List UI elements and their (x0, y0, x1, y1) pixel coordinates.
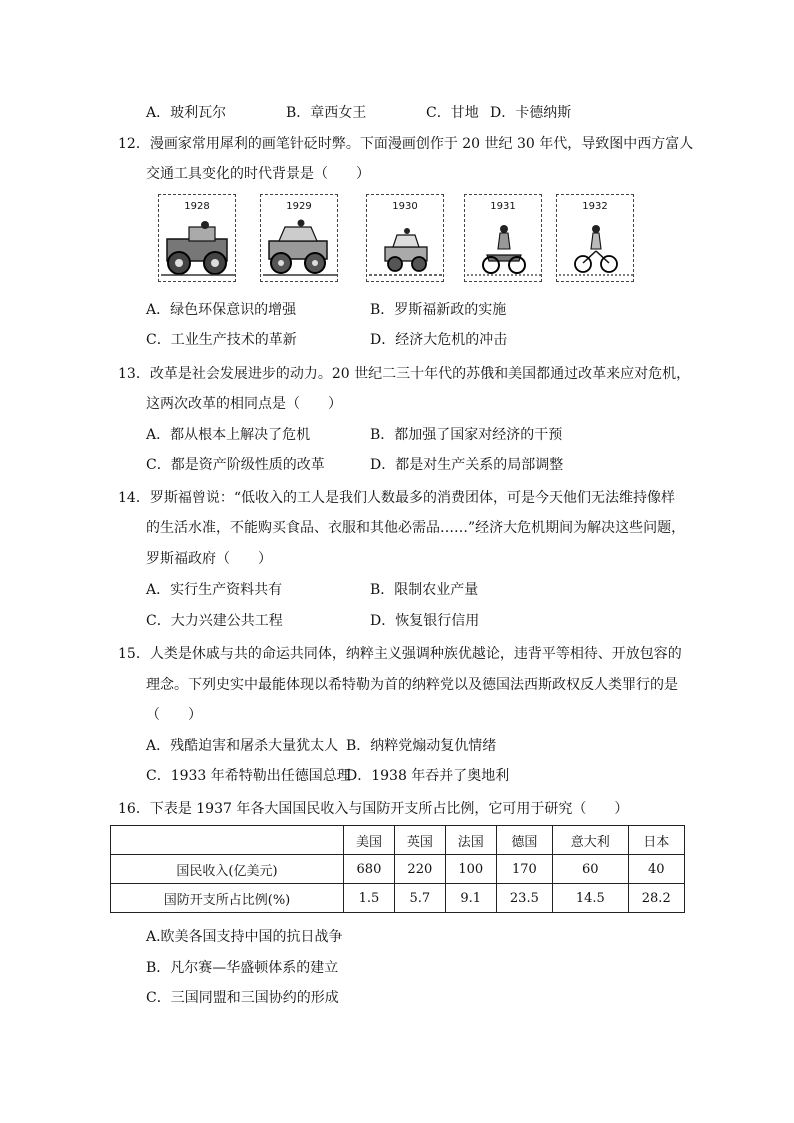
q16-option-a: A.欧美各国支持中国的抗日战争 (146, 929, 343, 945)
q14-stem-line2: 的生活水准，不能购买食品、衣服和其他必需品……”经济大危机期间为解决这些问题， (146, 520, 686, 536)
table-cell: 40 (628, 855, 685, 884)
luxury-car-icon (159, 217, 237, 281)
table-cell: 14.5 (553, 884, 628, 913)
table-header-cell: 意大利 (553, 826, 628, 855)
q11-option-b: B．章西女王 (286, 105, 367, 121)
table-header-cell: 德国 (496, 826, 552, 855)
table-cell: 100 (445, 855, 496, 884)
table-cell: 680 (344, 855, 395, 884)
q15-stem-line2: 理念。下列史实中最能体现以希特勒为首的纳粹党以及德国法西斯政权反人类罪行的是 (146, 677, 678, 693)
q15-option-d: D．1938 年吞并了奥地利 (346, 768, 510, 784)
table-header-cell: 法国 (445, 826, 496, 855)
cartoon-year: 1932 (582, 201, 608, 212)
table-cell: 220 (394, 855, 445, 884)
q12-stem-line1: 12．漫画家常用犀利的画笔针砭时弊。下面漫画创作于 20 世纪 30 年代，导致图中西方富人 (118, 136, 694, 152)
q16-data-table (110, 825, 685, 913)
table-cell: 5.7 (394, 884, 445, 913)
q16-option-b: B．凡尔赛—华盛顿体系的建立 (146, 960, 339, 976)
q12-option-b: B．罗斯福新政的实施 (370, 302, 507, 318)
q16-stem-line1: 16．下表是 1937 年各大国国民收入与国防开支所占比例，它可用于研究（ ） (118, 801, 629, 817)
table-header-cell: 英国 (394, 826, 445, 855)
cartoon-panel-1930 (366, 194, 444, 282)
table-cell: 9.1 (445, 884, 496, 913)
car-icon (261, 217, 339, 281)
q12-stem-line2: 交通工具变化的时代背景是（ ） (146, 166, 370, 182)
q13-option-a: A．都从根本上解决了危机 (146, 427, 311, 443)
bicycle-icon (557, 217, 635, 281)
table-row (111, 884, 685, 913)
table-cell: 170 (496, 855, 552, 884)
table-cell: 28.2 (628, 884, 685, 913)
table-header-row (111, 826, 685, 855)
table-cell: 1.5 (344, 884, 395, 913)
q14-stem-line1: 14．罗斯福曾说：“低收入的工人是我们人数最多的消费团体，可是今天他们无法维持像样 (118, 490, 675, 506)
cartoon-year: 1929 (286, 201, 312, 212)
q13-option-d: D．都是对生产关系的局部调整 (370, 457, 564, 473)
q15-option-b: B．纳粹党煽动复仇情绪 (346, 738, 497, 754)
q14-option-b: B．限制农业产量 (370, 582, 479, 598)
table-row (111, 855, 685, 884)
q12-cartoon-strip (158, 194, 638, 284)
q11-option-a: A．玻利瓦尔 (146, 105, 227, 121)
q12-option-c: C．工业生产技术的革新 (146, 332, 297, 348)
cartoon-panel-1931 (464, 194, 542, 282)
q14-stem-line3: 罗斯福政府（ ） (146, 551, 272, 567)
table-cell: 60 (553, 855, 628, 884)
q13-stem-line1: 13．改革是社会发展进步的动力。20 世纪二三十年代的苏俄和美国都通过改革来应对危机， (118, 366, 691, 382)
cartoon-panel-1928 (158, 194, 236, 282)
cartoon-panel-1932 (556, 194, 634, 282)
q11-option-c: C．甘地 (426, 105, 479, 121)
cartoon-year: 1931 (490, 201, 516, 212)
q14-option-d: D．恢复银行信用 (370, 613, 480, 629)
motorcycle-icon (465, 217, 543, 281)
q16-option-c: C．三国同盟和三国协约的形成 (146, 990, 339, 1006)
small-car-icon (367, 217, 445, 281)
q13-option-c: C．都是资产阶级性质的改革 (146, 457, 325, 473)
table-header-cell: 美国 (344, 826, 395, 855)
cartoon-year: 1928 (184, 201, 210, 212)
q15-option-c: C．1933 年希特勒出任德国总理 (146, 768, 351, 784)
table-row-label: 国民收入(亿美元) (111, 855, 344, 884)
table-cell: 23.5 (496, 884, 552, 913)
q12-option-a: A．绿色环保意识的增强 (146, 302, 297, 318)
q13-stem-line2: 这两次改革的相同点是（ ） (146, 396, 342, 412)
table-header-cell: 日本 (628, 826, 685, 855)
q13-option-b: B．都加强了国家对经济的干预 (370, 427, 563, 443)
cartoon-panel-1929 (260, 194, 338, 282)
q12-option-d: D．经济大危机的冲击 (370, 332, 508, 348)
q15-stem-line3: （ ） (146, 707, 202, 723)
q15-stem-line1: 15．人类是休戚与共的命运共同体，纳粹主义强调种族优越论，违背平等相待、开放包容的 (118, 646, 682, 662)
q11-option-d: D．卡德纳斯 (490, 105, 572, 121)
q15-option-a: A．残酷迫害和屠杀大量犹太人 (146, 738, 339, 754)
table-row-label: 国防开支所占比例(%) (111, 884, 344, 913)
q14-option-a: A．实行生产资料共有 (146, 582, 283, 598)
cartoon-year: 1930 (392, 201, 418, 212)
table-corner-cell (111, 826, 344, 855)
q14-option-c: C．大力兴建公共工程 (146, 613, 283, 629)
